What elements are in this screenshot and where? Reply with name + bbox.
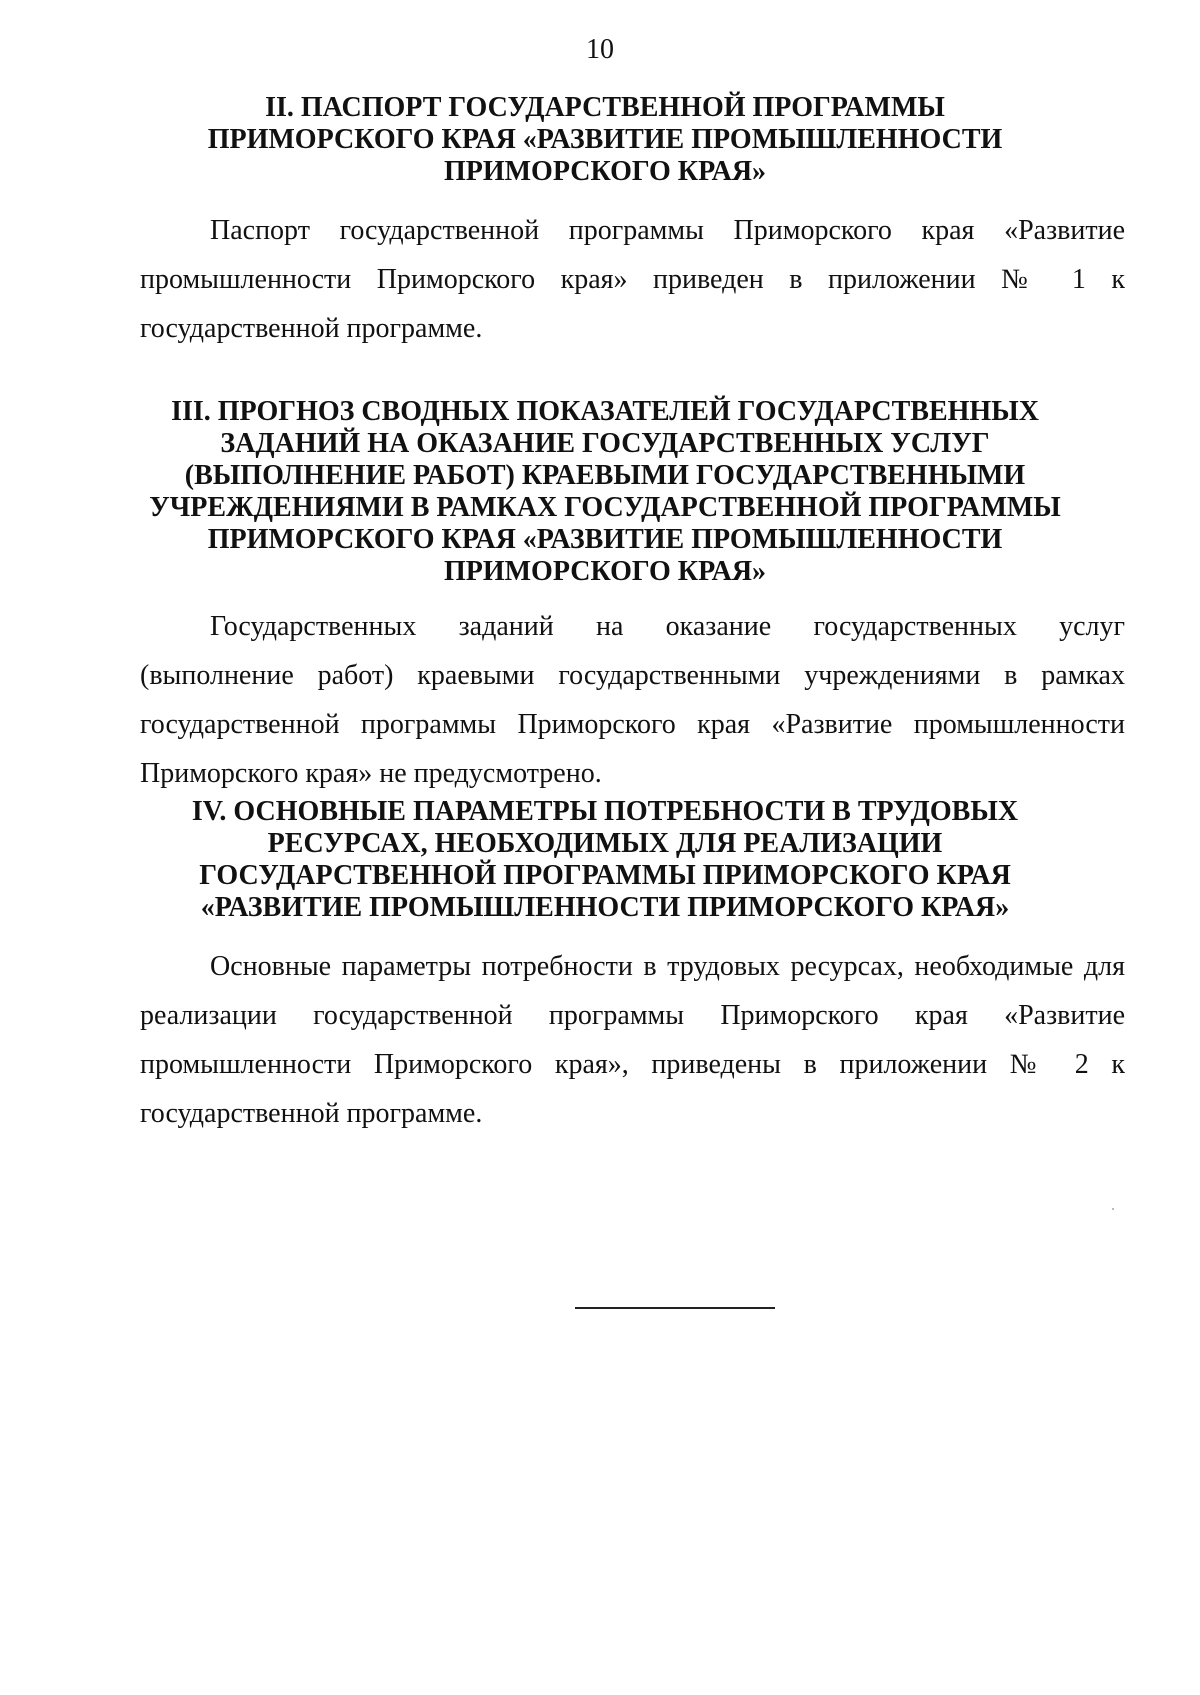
section-4-paragraph — [140, 942, 1125, 1138]
end-divider — [575, 1307, 775, 1309]
paragraph-line: промышленности Приморского края», приведены в приложении № 2 к — [140, 1049, 1125, 1080]
heading-line: ПРИМОРСКОГО КРАЯ «РАЗВИТИЕ ПРОМЫШЛЕННОСТИ — [207, 524, 1003, 555]
heading-line: УЧРЕЖДЕНИЯМИ В РАМКАХ ГОСУДАРСТВЕННОЙ ПРОГРАММЫ — [149, 492, 1061, 523]
heading-line: ПРИМОРСКОГО КРАЯ» — [443, 156, 767, 187]
heading-line: (ВЫПОЛНЕНИЕ РАБОТ) КРАЕВЫМИ ГОСУДАРСТВЕННЫМИ — [184, 460, 1026, 491]
page-number: 10 — [586, 34, 614, 65]
heading-line: РЕСУРСАХ, НЕОБХОДИМЫХ ДЛЯ РЕАЛИЗАЦИИ — [267, 828, 943, 859]
heading-line: «РАЗВИТИЕ ПРОМЫШЛЕННОСТИ ПРИМОРСКОГО КРАЯ» — [200, 892, 1010, 923]
section-3-heading — [140, 396, 1070, 588]
heading-line: ПРИМОРСКОГО КРАЯ «РАЗВИТИЕ ПРОМЫШЛЕННОСТИ — [207, 124, 1003, 155]
heading-line: ЗАДАНИЙ НА ОКАЗАНИЕ ГОСУДАРСТВЕННЫХ УСЛУГ — [220, 428, 990, 459]
paragraph-line: промышленности Приморского края» приведен в приложении № 1 к — [140, 264, 1125, 295]
paragraph-line: (выполнение работ) краевыми государственными учреждениями в рамках — [140, 660, 1125, 691]
paragraph-line: государственной программы Приморского края «Развитие промышленности — [140, 709, 1125, 740]
heading-line: II. ПАСПОРТ ГОСУДАРСТВЕННОЙ ПРОГРАММЫ — [265, 92, 945, 123]
paragraph-line: Приморского края» не предусмотрено. — [140, 758, 602, 789]
paragraph-line: Государственных заданий на оказание государственных услуг — [210, 611, 1125, 642]
scan-speck — [1112, 1208, 1114, 1210]
paragraph-line: реализации государственной программы Приморского края «Развитие — [140, 1000, 1125, 1031]
heading-line: III. ПРОГНОЗ СВОДНЫХ ПОКАЗАТЕЛЕЙ ГОСУДАРСТВЕННЫХ — [171, 396, 1039, 427]
section-4-heading — [140, 796, 1070, 924]
heading-line: ГОСУДАРСТВЕННОЙ ПРОГРАММЫ ПРИМОРСКОГО КРАЯ — [199, 860, 1011, 891]
section-2-heading — [140, 92, 1070, 188]
paragraph-line: Основные параметры потребности в трудовых ресурсах, необходимые для — [210, 951, 1125, 982]
paragraph-line: Паспорт государственной программы Приморского края «Развитие — [210, 215, 1125, 246]
paragraph-line: государственной программе. — [140, 1098, 483, 1129]
heading-line: IV. ОСНОВНЫЕ ПАРАМЕТРЫ ПОТРЕБНОСТИ В ТРУДОВЫХ — [191, 796, 1019, 827]
heading-line: ПРИМОРСКОГО КРАЯ» — [443, 556, 767, 587]
paragraph-line: государственной программе. — [140, 313, 483, 344]
section-2-paragraph — [140, 206, 1125, 353]
section-3-paragraph — [140, 602, 1125, 798]
